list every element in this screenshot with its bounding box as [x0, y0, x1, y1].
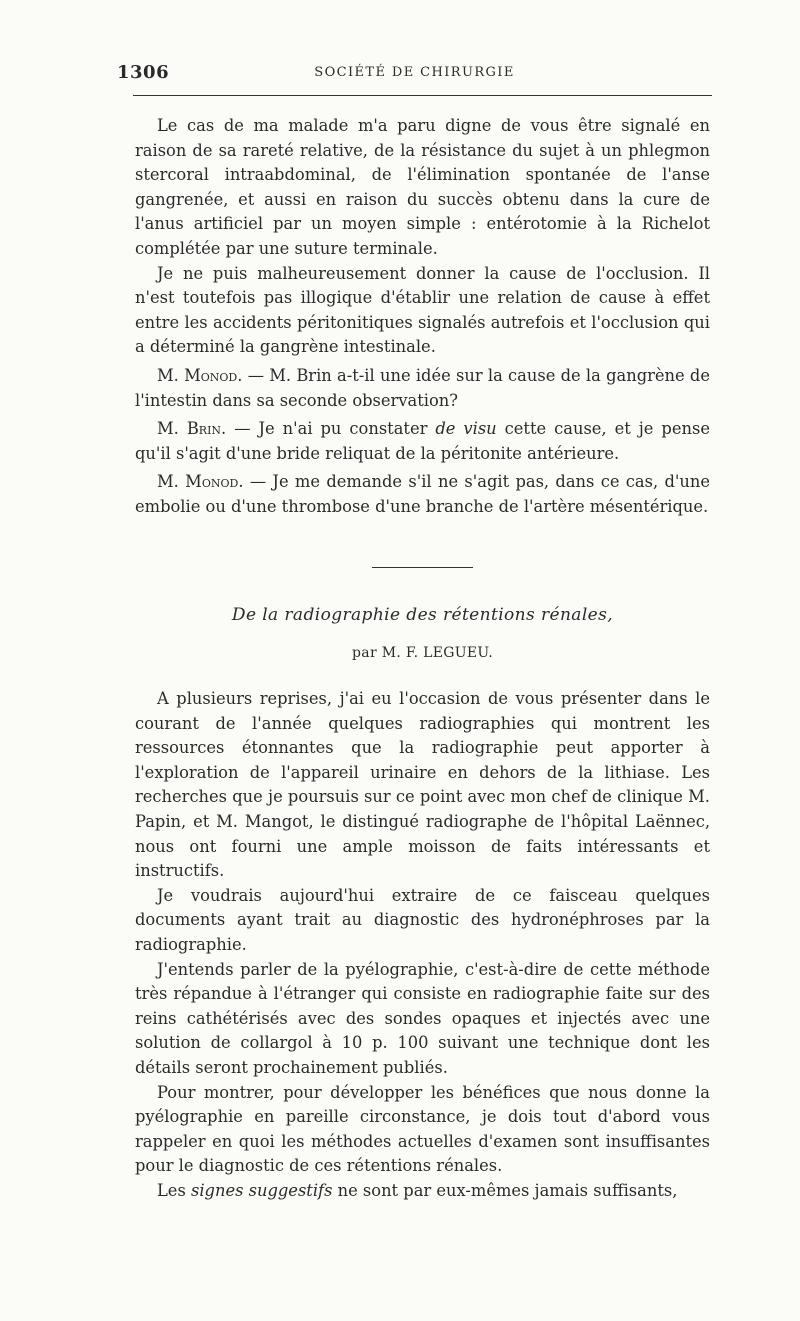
article-byline: par M. F. LEGUEU.	[352, 645, 493, 661]
body-paragraph: J'entends parler de la pyélographie, c'est-à-dire de cette méthode très répandue à l'étranger qui consiste en radiographie faite sur des reins cathétérisés avec des sondes opaques et injectés avec une solution de collargol à 10 p. 100 suivant une technique dont les détails seront prochainement publiés.	[135, 959, 710, 1077]
body-paragraph: A plusieurs reprises, j'ai eu l'occasion de vous présenter dans le courant de l'année quelques radiographies qui montrent les ressources étonnantes que la radiographie peut apporter à l'exploration de l'appareil urinaire en dehors de la lithiase. Les recherches que je poursuis sur ce point avec mon chef de clinique M. Papin, et M. Mangot, le distingué radiographe de l'hôpital Laënnec, nous ont fourni une ample moisson de faits intéressants et instructifs.	[135, 689, 710, 881]
discussion-paragraph: Le cas de ma malade m'a paru digne de vous être signalé en raison de sa rareté relative, de la résistance du sujet à un phlegmon stercoral intraabdominal, de l'élimination spontanée de l'anse gangrenée, et aussi en raison du succès obtenu dans la cure de l'anus artificiel par un moyen simple : entérotomie à la Richelot complétée par une suture terminale.	[135, 116, 710, 258]
discussion-section	[135, 114, 710, 520]
body-paragraph: Pour montrer, pour développer les bénéfices que nous donne la pyélographie en pareille circonstance, je dois tout d'abord vous rappeler en quoi les méthodes actuelles d'examen sont insuffisantes pour le diagnostic de ces rétentions rénales.	[135, 1082, 710, 1176]
speaker-name: M. Monod.	[157, 472, 244, 492]
speaker-name: M. Monod.	[157, 365, 243, 385]
remark-text: cette cause, et je pense qu'il s'agit d'une bride reliquat de la péritonite antérieure.	[135, 419, 710, 463]
body-paragraph: Je voudrais aujourd'hui extraire de ce faisceau quelques documents ayant trait au diagnostic des hydronéphroses par la radiographie.	[135, 885, 710, 954]
speaker-remark	[135, 417, 710, 466]
remark-text: — Je n'ai pu constater	[226, 419, 436, 439]
body-text: Les	[157, 1180, 191, 1200]
emphasized-term: signes suggestifs	[190, 1180, 333, 1200]
latin-phrase: de visu	[435, 419, 497, 439]
body-paragraph	[135, 1179, 710, 1204]
discussion-paragraph: Je ne puis malheureusement donner la cause de l'occlusion. Il n'est toutefois pas illogique d'établir une relation de cause à effet entre les accidents péritonitiques signalés autrefois et l'occlusion qui a déterminé la gangrène intestinale.	[135, 263, 710, 357]
remark-text: — M. Brin a-t-il une idée sur la cause de la gangrène de l'intestin dans sa seconde observation?	[135, 365, 710, 410]
speaker-name: M. Brin.	[157, 419, 227, 439]
section-separator	[372, 567, 473, 568]
journal-title: SOCIÉTÉ DE CHIRURGIE	[314, 65, 515, 80]
article-title: De la radiographie des rétentions rénales,	[231, 605, 614, 625]
speaker-remark	[135, 364, 710, 413]
article-body	[135, 687, 710, 1203]
speaker-remark	[135, 470, 710, 519]
header-rule	[133, 95, 712, 96]
body-text: ne sont par eux-mêmes jamais suffisants,	[332, 1180, 678, 1200]
running-head	[117, 62, 712, 84]
remark-text: — Je me demande s'il ne s'agit pas, dans ce cas, d'une embolie ou d'une thrombose d'une branche de l'artère mésentérique.	[135, 472, 710, 516]
page-number: 1306	[117, 62, 170, 83]
